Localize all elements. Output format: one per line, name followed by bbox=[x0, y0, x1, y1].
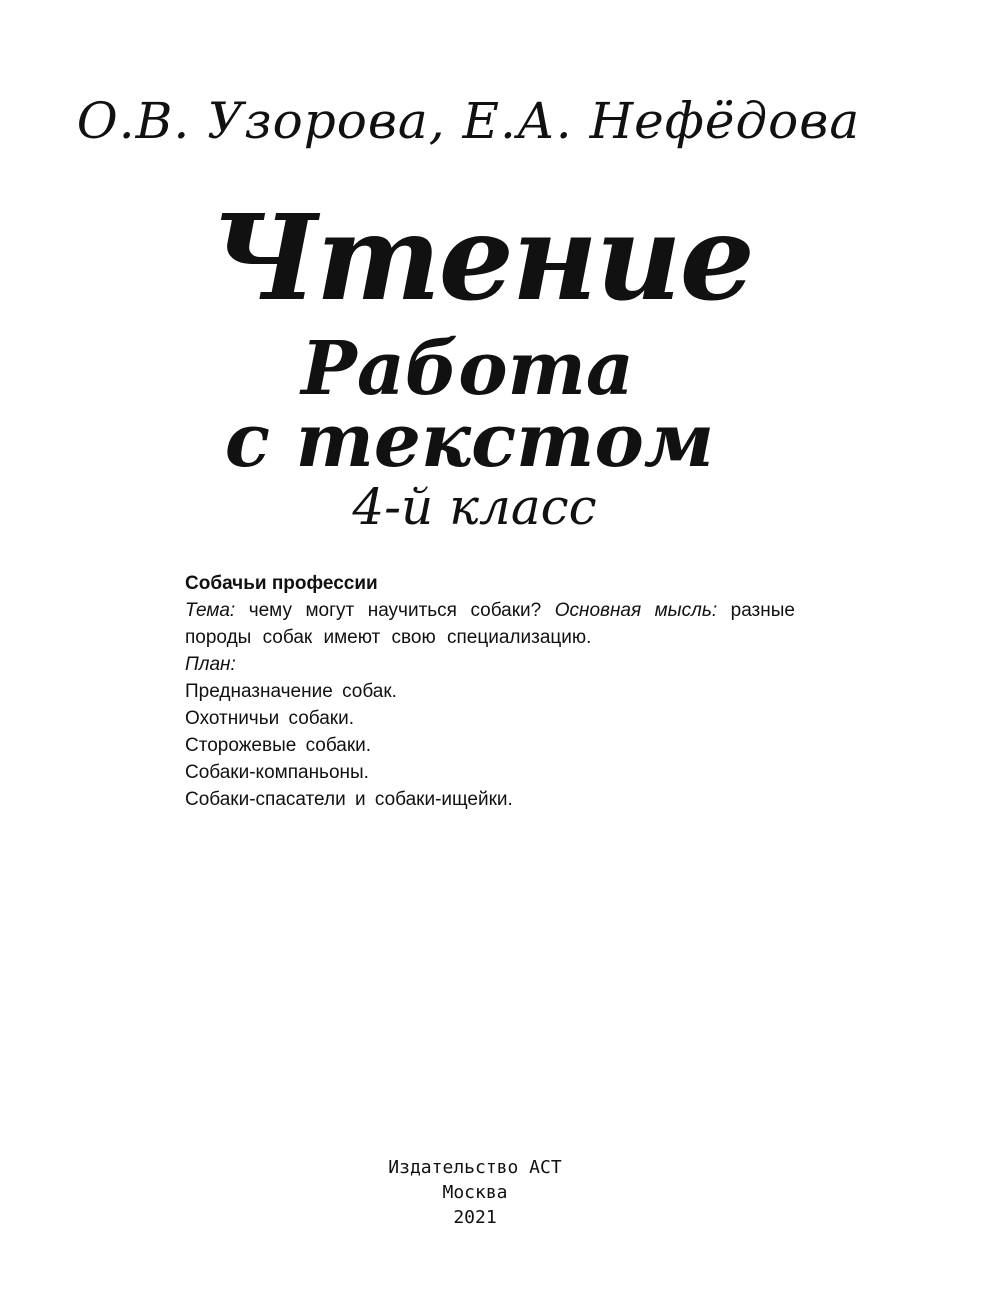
book-title: Чтение bbox=[210, 188, 753, 327]
plan-item: Сторожевые собаки. bbox=[185, 735, 372, 756]
authors: О.В. Узорова, Е.А. Нефёдова bbox=[76, 92, 861, 150]
idea-text: разные породы собак имеют свою специализацию. bbox=[185, 600, 795, 648]
plan-item: Собаки-спасатели и собаки-ищейки. bbox=[185, 789, 513, 810]
section-heading: Собачьи профессии bbox=[185, 573, 378, 594]
plan-label: План: bbox=[185, 654, 236, 675]
subtitle-line-2: с текстом bbox=[224, 398, 715, 484]
subtitle-line-1: Работа bbox=[301, 326, 634, 412]
plan-item: Охотничьи собаки. bbox=[185, 708, 354, 729]
grade-label: 4-й класс bbox=[352, 478, 597, 536]
publisher-block bbox=[0, 1155, 950, 1230]
theme-label: Тема: bbox=[185, 600, 236, 621]
theme-paragraph bbox=[185, 597, 795, 651]
section-block bbox=[185, 570, 795, 813]
publisher-year: 2021 bbox=[453, 1207, 497, 1228]
plan-item: Собаки-компаньоны. bbox=[185, 762, 369, 783]
plan-item: Предназначение собак. bbox=[185, 681, 397, 702]
publisher-name: Издательство АСТ bbox=[388, 1157, 562, 1178]
publisher-city: Москва bbox=[442, 1182, 508, 1203]
idea-label: Основная мысль: bbox=[554, 600, 718, 621]
theme-text: чему могут научиться собаки? bbox=[248, 600, 542, 621]
